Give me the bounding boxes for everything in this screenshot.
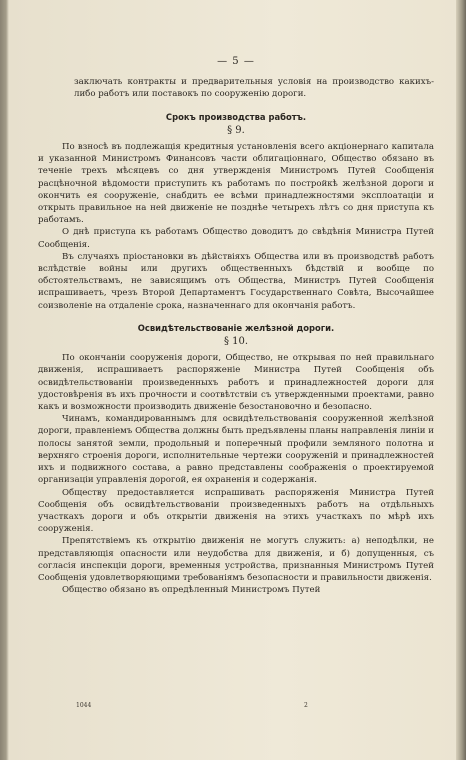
heading-inspection: Освидѣтельствованіе желѣзной дороги. [137, 322, 335, 333]
section-9-paragraph: О днѣ приступа къ работамъ Общество доводитъ до свѣдѣнія Министра Путей Сообщенія. [38, 227, 434, 250]
document-text [38, 56, 434, 596]
footer-left-number: 1044 [76, 702, 92, 709]
page-number: — 5 — [217, 56, 255, 67]
section-10-number: § 10. [223, 336, 249, 348]
heading-work-period: Срокъ производства работъ. [165, 111, 307, 122]
section-10-paragraph: По окончаніи сооруженія дороги, Общество, не открывая по ней правильнаго движенія, испрашиваетъ распоряженіе Министра Путей Сообщенія объ освидѣтельствованіи произведенныхъ работъ и принадлежностей дороги для удостовѣренія въ ихъ прочности и соотвѣтствіи съ утвержденными проектами, равно какъ и возможности производить движеніе безостановочно и безопасно. [38, 353, 434, 413]
section-9-number: § 9. [227, 124, 245, 136]
page-edge [456, 0, 466, 760]
section-10-paragraph: Препятствіемъ къ открытію движенія не могутъ служить: а) неподѣлки, не представляющія опасности или неудобства для движенія, и б) допущенныя, съ согласія инспекціи дороги, временныя устройства, признанныя Министромъ Путей Сообщенія удовлетворяющими требованіямъ безопасности и правильности движенія. [38, 536, 434, 583]
section-9-paragraph: Въ случаяхъ пріостановки въ дѣйствіяхъ Общества или въ производствѣ работъ вслѣдствіе войны или другихъ общественныхъ бѣдствій и вообще по обстоятельствамъ, не зависящимъ отъ Общества, Министръ Путей Сообщенія испрашиваетъ, чрезъ Второй Департаментъ Государственнаго Совѣта, Высочайшее соизволеніе на отдаленіе срока, назначеннаго для окончанія работъ. [38, 251, 434, 311]
paragraph-continuation: заключать контракты и предварительныя условія на производство какихъ-либо работъ или поставокъ по сооруженію дороги. [74, 77, 434, 100]
footer-right-number: 2 [304, 702, 308, 709]
section-10-paragraph: Обществу предоставляется испрашивать распоряженія Министра Путей Сообщенія объ освидѣтельствованіи произведенныхъ работъ на отдѣльныхъ участкахъ дороги и объ открытіи движенія на этихъ участкахъ по мѣрѣ ихъ сооруженія. [38, 487, 434, 535]
section-9-paragraph: По взносѣ въ подлежащія кредитныя установленія всего акціонернаго капитала и указанной Министромъ Финансовъ части облигаціоннаго, Общество обязано въ теченіе трехъ мѣсяцевъ со дня утвержденія Министромъ Путей Сообщенія расцѣночной вѣдомости приступить къ работамъ по постройкѣ желѣзной дороги и окончить ея сооруженіе, снабдить ее всѣми принадлежностями эксплоатаціи и открыть правильное на ней движеніе не позднѣе четырехъ лѣтъ со дня приступа къ работамъ. [38, 142, 434, 226]
section-10-paragraph: Чинамъ, командированнымъ для освидѣтельствованія сооруженной желѣзной дороги, правленіемъ Общества должны быть предъявлены планы направленія линіи и полосы занятой земли, продольный и поперечный профили земляного полотна и верхняго строенія дороги, исполнительные чертежи сооруженій и принадлежностей ихъ и подвижного состава, а равно представлены соображенія о проектируемой организаціи управленія дорогой, ея охраненія и содержанія. [38, 414, 434, 486]
section-10-paragraph: Общество обязано въ опредѣленный Министромъ Путей [62, 585, 321, 596]
